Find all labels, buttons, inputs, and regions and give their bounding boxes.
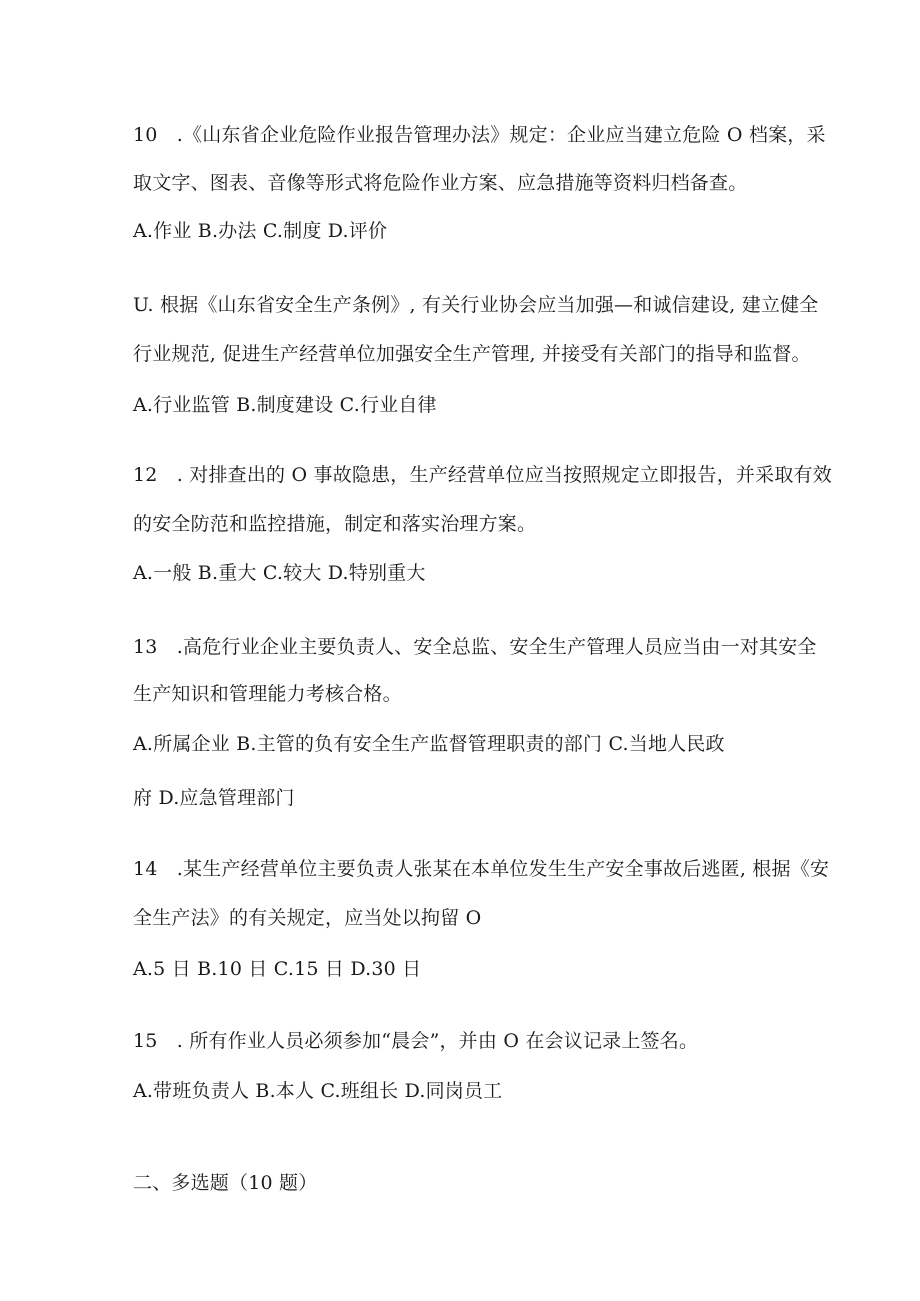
question-10-line-1: 10 .《山东省企业危险作业报告管理办法》规定：企业应当建立危险 O 档案，采	[133, 124, 826, 146]
question-13-options-1: A.所属企业 B.主管的负有安全生产监督管理职责的部门 C.当地人民政	[133, 733, 725, 755]
question-12-line-1: 12 . 对排查出的 O 事故隐患，生产经营单位应当按照规定立即报告，并采取有效	[133, 464, 832, 486]
question-14-options: A.5 日 B.10 日 C.15 日 D.30 日	[133, 958, 422, 980]
question-15-options: A.带班负责人 B.本人 C.班组长 D.同岗员工	[133, 1080, 503, 1102]
question-12-options: A.一般 B.重大 C.较大 D.特别重大	[133, 562, 426, 584]
question-10-line-2: 取文字、图表、音像等形式将危险作业方案、应急措施等资料归档备查。	[133, 172, 748, 194]
question-13-line-2: 生产知识和管理能力考核合格。	[133, 683, 402, 705]
section-heading: 二、多选题（10 题）	[133, 1172, 318, 1194]
question-13-options-2: 府 D.应急管理部门	[133, 787, 295, 809]
question-11-line-1: U. 根据《山东省安全生产条例》, 有关行业协会应当加强—和诚信建设, 建立健全	[133, 294, 819, 316]
question-11-line-2: 行业规范, 促进生产经营单位加强安全生产管理, 并接受有关部门的指导和监督。	[133, 343, 811, 365]
question-10-options: A.作业 B.办法 C.制度 D.评价	[133, 220, 388, 242]
question-14-line-2: 全生产法》的有关规定，应当处以拘留 O	[133, 907, 482, 929]
question-15-line-1: 15 . 所有作业人员必须参加“晨会”，并由 O 在会议记录上签名。	[133, 1030, 699, 1052]
question-13-line-1: 13 .高危行业企业主要负责人、安全总监、安全生产管理人员应当由一对其安全	[133, 636, 817, 658]
question-11-options: A.行业监管 B.制度建设 C.行业自律	[133, 394, 437, 416]
question-14-line-1: 14 .某生产经营单位主要负责人张某在本单位发生生产安全事故后逃匿, 根据《安	[133, 858, 830, 880]
question-12-line-2: 的安全防范和监控措施，制定和落实治理方案。	[133, 513, 537, 535]
